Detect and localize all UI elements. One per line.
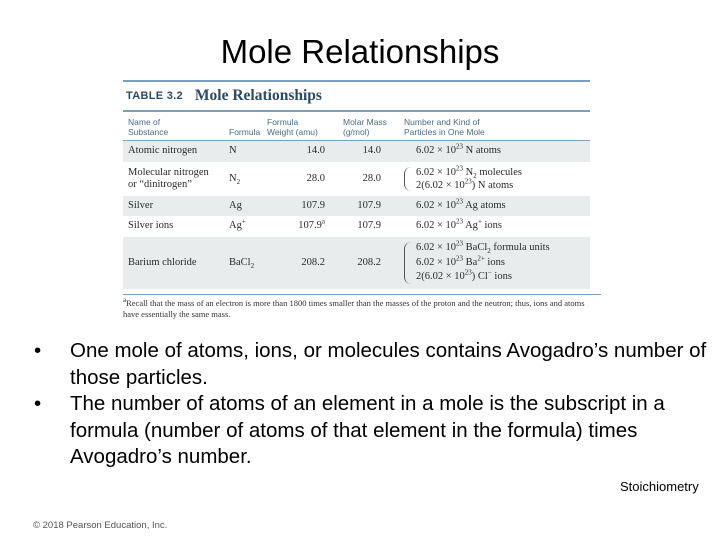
cell-name: Silver ions — [128, 220, 174, 231]
brace — [404, 167, 412, 191]
cell-particles: $6.02 \times 10^{23}$ Ag atoms — [416, 197, 506, 211]
bullet-item: • One mole of atoms, ions, or molecules contains Avogadro’s number of those particles. — [32, 338, 712, 391]
table-number: TABLE 3.2 — [126, 90, 183, 102]
cell-molar: 208.2 — [357, 257, 381, 268]
cell-name: Molecular nitrogen or “dinitrogen” — [128, 167, 209, 190]
header-particles: Number and Kind of Particles in One Mole — [404, 117, 485, 137]
cell-formula: Ag — [229, 200, 242, 211]
cell-weight: 107.9$^a$ — [298, 217, 325, 231]
cell-weight: 107.9 — [301, 200, 325, 211]
table-heading — [123, 80, 590, 112]
header-name: Name of Substance — [128, 117, 169, 137]
cell-name: Atomic nitrogen — [128, 145, 198, 156]
header-formula: Formula — [229, 127, 261, 137]
cell-molar: 28.0 — [362, 173, 381, 184]
cell-weight: 28.0 — [306, 173, 325, 184]
brace — [404, 242, 412, 284]
table-row — [123, 141, 590, 162]
cell-molar: 14.0 — [362, 145, 381, 156]
copyright-notice: © 2018 Pearson Education, Inc. — [33, 520, 168, 531]
cell-molar: 107.9 — [357, 220, 381, 231]
cell-formula: Ag+ — [229, 217, 246, 231]
table-header-row — [123, 112, 590, 141]
cell-weight: 14.0 — [306, 145, 325, 156]
footer-topic: Stoichiometry — [620, 479, 699, 494]
header-molar: Molar Mass (g/mol) — [343, 117, 387, 137]
cell-particles: $6.02 \times 10^{23}$ N atoms — [416, 142, 501, 156]
header-weight: Formula Weight (amu) — [267, 117, 318, 137]
table-row — [123, 162, 590, 196]
bullet-item: • The number of atoms of an element in a mole is the subscript in a formula (number of atoms of that element in the formula) times Avogadro’s number. — [32, 391, 712, 471]
bullet-list — [32, 338, 712, 471]
cell-particles: $6.02 \times 10^{23}$ $N_2$ molecules $2(6.02 \times 10^{23})$ N atoms — [416, 164, 522, 191]
cell-formula: BaCl$_2$ — [229, 257, 255, 271]
slide-title: Mole Relationships — [220, 33, 500, 70]
cell-particles: $6.02 \times 10^{23}$ BaCl$_2$ formula units $6.02 \times 10^{23}$ $Ba^{2+}$ ions $2(6.02 \times 10^{23})$ Cl− ions — [416, 239, 550, 282]
table-row — [123, 216, 590, 237]
mole-relationships-table — [123, 80, 590, 320]
table-title: Mole Relationships — [194, 87, 322, 104]
table-row — [123, 196, 590, 216]
cell-formula: N — [229, 145, 237, 156]
cell-particles: $6.02 \times 10^{23}$ Ag+ ions — [416, 217, 503, 231]
cell-molar: 107.9 — [357, 200, 381, 211]
cell-weight: 208.2 — [301, 257, 325, 268]
cell-formula: $N_2$ — [229, 173, 241, 187]
table-row — [123, 237, 590, 289]
table-footnote: $^a$Recall that the mass of an electron is more than 1800 times smaller than the masses of the proton and the neutron; thus, ions and atoms have essentially the same mass. — [123, 294, 601, 320]
cell-name: Barium chloride — [128, 257, 197, 268]
cell-name: Silver — [128, 200, 154, 211]
